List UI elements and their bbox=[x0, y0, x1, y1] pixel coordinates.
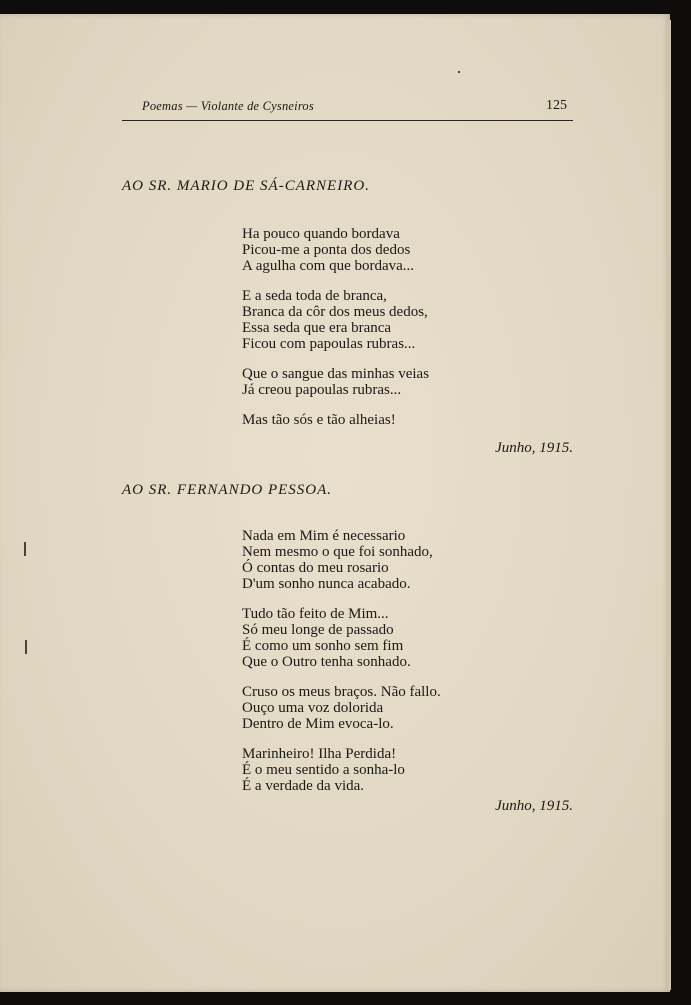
poem-line: Mas tão sós e tão alheias! bbox=[242, 412, 396, 428]
poem-line: Dentro de Mim evoca-lo. bbox=[242, 716, 394, 732]
stanza bbox=[242, 412, 429, 428]
poem-date: Junho, 1915. bbox=[495, 440, 573, 456]
stanza bbox=[242, 288, 429, 352]
stanza bbox=[242, 528, 441, 592]
poem-body bbox=[242, 226, 429, 442]
poem-line: Tudo tão feito de Mim... bbox=[242, 606, 389, 622]
poem-line: Só meu longe de passado bbox=[242, 622, 394, 638]
poem-line: Essa seda que era branca bbox=[242, 320, 392, 336]
poem-line: Cruso os meus braços. Não fallo. bbox=[242, 684, 441, 700]
poem-line: Que o Outro tenha sonhado. bbox=[242, 654, 411, 670]
poem-line: Picou-me a ponta dos dedos bbox=[242, 242, 411, 258]
poem-line: Ouço uma voz dolorida bbox=[242, 700, 384, 716]
poem-title: AO SR. FERNANDO PESSOA. bbox=[122, 482, 333, 498]
paper-mark bbox=[25, 640, 27, 654]
page-number: 125 bbox=[546, 98, 567, 113]
poem-line: Nem mesmo o que foi sonhado, bbox=[242, 544, 433, 560]
poem-line: Ó contas do meu rosario bbox=[242, 560, 389, 576]
poem-line: Que o sangue das minhas veias bbox=[242, 366, 430, 382]
poem-line: Marinheiro! Ilha Perdida! bbox=[242, 746, 397, 762]
book-page bbox=[0, 14, 670, 992]
poem-line: É o meu sentido a sonha-lo bbox=[242, 762, 405, 778]
stanza bbox=[242, 366, 429, 398]
poem-line: Ha pouco quando bordava bbox=[242, 226, 400, 242]
poem-line: É como um sonho sem fim bbox=[242, 638, 404, 654]
stanza bbox=[242, 684, 441, 732]
page-edge bbox=[668, 20, 671, 990]
stanza bbox=[242, 226, 429, 274]
running-head: Poemas — Violante de Cysneiros bbox=[142, 99, 314, 113]
poem-line: D'um sonho nunca acabado. bbox=[242, 576, 411, 592]
poem-body bbox=[242, 528, 441, 808]
poem-line: Branca da côr dos meus dedos, bbox=[242, 304, 428, 320]
poem-line: A agulha com que bordava... bbox=[242, 258, 415, 274]
poem-line: Já creou papoulas rubras... bbox=[242, 382, 402, 398]
poem-date: Junho, 1915. bbox=[495, 798, 573, 814]
poem-line: Ficou com papoulas rubras... bbox=[242, 336, 416, 352]
stanza bbox=[242, 746, 441, 794]
paper-mark bbox=[24, 542, 26, 556]
page-header bbox=[122, 96, 573, 121]
poem-title: AO SR. MARIO DE SÁ-CARNEIRO. bbox=[122, 178, 370, 194]
poem-line: É a verdade da vida. bbox=[242, 778, 365, 794]
poem-line: E a seda toda de branca, bbox=[242, 288, 387, 304]
poem-line: Nada em Mim é necessario bbox=[242, 528, 406, 544]
stanza bbox=[242, 606, 441, 670]
paper-speck bbox=[458, 71, 460, 73]
